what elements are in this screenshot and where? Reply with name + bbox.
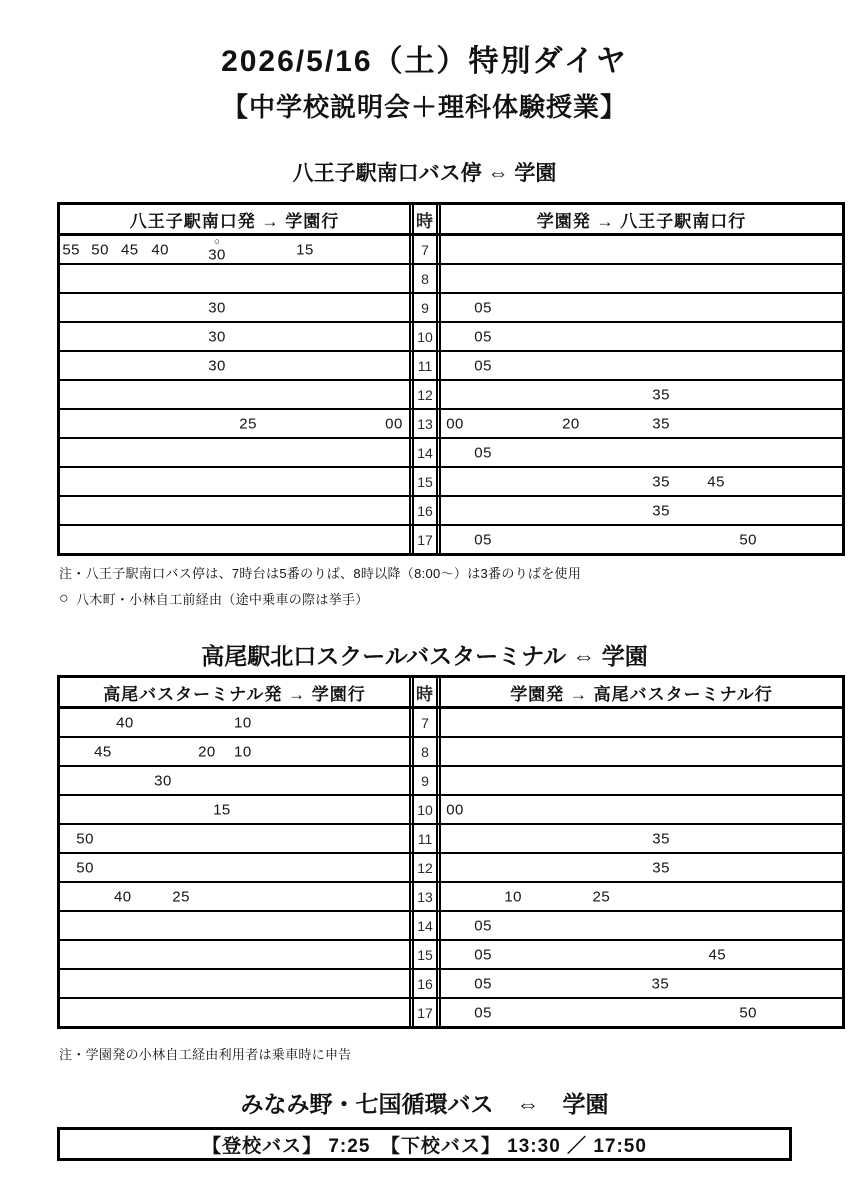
minute-value: 25 — [172, 888, 190, 905]
outbound-minutes-cell — [60, 709, 409, 736]
hour-cell: 11 — [409, 352, 441, 379]
timetable-row-hour-10 — [60, 321, 842, 350]
inbound-minutes-cell — [441, 468, 842, 495]
outbound-minutes-cell — [60, 854, 409, 881]
timetable-row-hour-9 — [60, 765, 842, 794]
minute-value: 00 — [446, 801, 464, 818]
document-title: 2026/5/16（土）特別ダイヤ — [221, 45, 628, 78]
inbound-minutes-cell — [441, 970, 842, 997]
hour-cell: 7 — [409, 236, 441, 263]
inbound-minutes-cell — [441, 439, 842, 466]
outbound-minutes-cell — [60, 941, 409, 968]
section-heading-hachioji: 八王子駅南口バス停 ⇔ 学園 — [292, 162, 557, 185]
section-heading-loop-bus: みなみ野・七国循環バス ⇔ 学園 — [240, 1091, 609, 1117]
hour-cell: 12 — [409, 381, 441, 408]
minute-value: 50 — [739, 531, 757, 548]
minute-value: 35 — [652, 386, 670, 403]
timetable-row-hour-15 — [60, 466, 842, 495]
hour-cell: 16 — [409, 970, 441, 997]
hour-column-header: 時 — [409, 678, 441, 706]
timetable-row-hour-12 — [60, 379, 842, 408]
hour-column-header: 時 — [409, 205, 441, 233]
minute-value: 05 — [474, 299, 492, 316]
minute-value: 00 — [446, 415, 464, 432]
minute-value: 40 — [151, 241, 169, 258]
minute-value: 15 — [213, 801, 231, 818]
hour-cell: 8 — [409, 738, 441, 765]
minute-value: 05 — [474, 946, 492, 963]
minute-value: 40 — [116, 714, 134, 731]
inbound-minutes-cell — [441, 410, 842, 437]
minute-value: 15 — [296, 241, 314, 258]
inbound-minutes-cell — [441, 497, 842, 524]
inbound-minutes-cell — [441, 526, 842, 553]
timetable-header-row — [60, 678, 842, 706]
timetable-takao — [57, 675, 845, 1029]
minute-value: 00 — [385, 415, 403, 432]
outbound-minutes-cell — [60, 796, 409, 823]
inbound-minutes-cell — [441, 323, 842, 350]
timetable-header-row — [60, 205, 842, 233]
circle-mark-icon: ○ — [59, 589, 69, 607]
timetable-row-hour-17 — [60, 997, 842, 1026]
note-text: 注・学園発の小林自工経由利用者は乗車時に申告 — [59, 1047, 352, 1062]
minute-value: 35 — [652, 502, 670, 519]
inbound-minutes-cell — [441, 883, 842, 910]
outbound-header: 八王子駅南口発 → 学園行 — [129, 211, 340, 231]
hour-cell: 10 — [409, 796, 441, 823]
hour-cell: 9 — [409, 294, 441, 321]
hour-cell: 9 — [409, 767, 441, 794]
minute-value: 45 — [707, 473, 725, 490]
minute-value: 10 — [234, 743, 252, 760]
outbound-minutes-cell — [60, 236, 409, 263]
outbound-minutes-cell — [60, 883, 409, 910]
hour-cell: 14 — [409, 439, 441, 466]
note-hachioji-platform — [59, 563, 581, 582]
minute-value: 05 — [474, 975, 492, 992]
legend-circle-route — [59, 589, 369, 608]
inbound-minutes-cell — [441, 767, 842, 794]
inbound-minutes-cell — [441, 265, 842, 292]
minute-value: 40 — [113, 888, 132, 905]
outbound-minutes-cell — [60, 767, 409, 794]
timetable-row-hour-9 — [60, 292, 842, 321]
inbound-minutes-cell — [441, 796, 842, 823]
inbound-minutes-cell — [441, 352, 842, 379]
minute-value: ○ 30 — [208, 236, 226, 263]
timetable-row-hour-8 — [60, 736, 842, 765]
hour-cell: 15 — [409, 941, 441, 968]
minute-value: 50 — [76, 830, 94, 847]
minute-value: 30 — [208, 328, 226, 345]
loop-bus-schedule: 【登校バス】 7:25 【下校バス】 13:30 ／ 17:50 — [202, 1135, 647, 1157]
hour-cell: 13 — [409, 410, 441, 437]
outbound-minutes-cell — [60, 381, 409, 408]
section-heading-takao: 高尾駅北口スクールバスターミナル ⇔ 学園 — [201, 643, 648, 669]
outbound-minutes-cell — [60, 825, 409, 852]
loop-bus-schedule-box — [57, 1127, 792, 1161]
outbound-minutes-cell — [60, 352, 409, 379]
minute-value: 35 — [652, 415, 670, 432]
minute-value: 30 — [208, 299, 226, 316]
outbound-minutes-cell — [60, 468, 409, 495]
legend-text: 八木町・小林自工前経由（途中乗車の際は挙手） — [75, 592, 369, 607]
hour-cell: 10 — [409, 323, 441, 350]
timetable-row-hour-13 — [60, 408, 842, 437]
inbound-minutes-cell — [441, 236, 842, 263]
outbound-minutes-cell — [60, 526, 409, 553]
minute-value: 05 — [474, 1004, 492, 1021]
timetable-row-hour-7 — [60, 233, 842, 263]
inbound-minutes-cell — [441, 854, 842, 881]
timetable-row-hour-14 — [60, 437, 842, 466]
timetable-row-hour-15 — [60, 939, 842, 968]
timetable-hachioji — [57, 202, 845, 556]
timetable-row-hour-10 — [60, 794, 842, 823]
outbound-minutes-cell — [60, 497, 409, 524]
inbound-minutes-cell — [441, 381, 842, 408]
minute-value: 35 — [652, 830, 670, 847]
minute-value: 25 — [239, 415, 257, 432]
minute-value: 05 — [474, 328, 492, 345]
inbound-header: 学園発 → 高尾バスターミナル行 — [510, 684, 773, 704]
minute-value: 35 — [651, 975, 670, 992]
inbound-minutes-cell — [441, 709, 842, 736]
timetable-row-hour-14 — [60, 910, 842, 939]
outbound-minutes-cell — [60, 912, 409, 939]
minute-value: 45 — [708, 946, 727, 963]
outbound-header: 高尾バスターミナル発 → 学園行 — [103, 684, 366, 704]
minute-value: 50 — [739, 1004, 757, 1021]
inbound-minutes-cell — [441, 738, 842, 765]
minute-value: 55 — [62, 241, 80, 258]
hour-cell: 14 — [409, 912, 441, 939]
minute-value: 05 — [474, 917, 492, 934]
inbound-minutes-cell — [441, 294, 842, 321]
inbound-minutes-cell — [441, 912, 842, 939]
outbound-minutes-cell — [60, 999, 409, 1026]
minute-value: 25 — [592, 888, 611, 905]
timetable-row-hour-16 — [60, 968, 842, 997]
minute-value: 35 — [652, 859, 670, 876]
hour-cell: 12 — [409, 854, 441, 881]
hour-cell: 11 — [409, 825, 441, 852]
minute-value: 50 — [76, 859, 94, 876]
inbound-minutes-cell — [441, 999, 842, 1026]
outbound-minutes-cell — [60, 323, 409, 350]
inbound-minutes-cell — [441, 941, 842, 968]
minute-value: 10 — [504, 888, 523, 905]
timetable-row-hour-8 — [60, 263, 842, 292]
hour-cell: 13 — [409, 883, 441, 910]
hour-cell: 7 — [409, 709, 441, 736]
outbound-minutes-cell — [60, 410, 409, 437]
outbound-minutes-cell — [60, 970, 409, 997]
minute-value: 10 — [234, 714, 252, 731]
outbound-minutes-cell — [60, 439, 409, 466]
timetable-row-hour-16 — [60, 495, 842, 524]
note-takao-boarding — [59, 1044, 352, 1063]
minute-value: 35 — [652, 473, 670, 490]
outbound-minutes-cell — [60, 294, 409, 321]
minute-value: 30 — [154, 772, 172, 789]
minute-value: 05 — [474, 357, 492, 374]
timetable-row-hour-17 — [60, 524, 842, 553]
timetable-row-hour-11 — [60, 823, 842, 852]
minute-value: 30 — [208, 357, 226, 374]
hour-cell: 8 — [409, 265, 441, 292]
note-text: 注・八王子駅南口バス停は、7時台は5番のりば、8時以降（8:00～）は3番のりばを使用 — [59, 566, 582, 581]
timetable-row-hour-11 — [60, 350, 842, 379]
minute-value: 20 — [562, 415, 580, 432]
timetable-row-hour-7 — [60, 706, 842, 736]
minute-value: 45 — [120, 241, 139, 258]
minute-value: 05 — [474, 444, 492, 461]
outbound-minutes-cell — [60, 265, 409, 292]
minute-value: 50 — [91, 241, 109, 258]
minute-value: 20 — [198, 743, 216, 760]
hour-cell: 17 — [409, 526, 441, 553]
timetable-row-hour-12 — [60, 852, 842, 881]
hour-cell: 16 — [409, 497, 441, 524]
outbound-minutes-cell — [60, 738, 409, 765]
inbound-minutes-cell — [441, 825, 842, 852]
circle-mark-icon: ○ — [213, 236, 221, 247]
inbound-header: 学園発 → 八王子駅南口行 — [536, 211, 747, 231]
document-subtitle: 【中学校説明会＋理科体験授業】 — [221, 92, 627, 122]
timetable-row-hour-13 — [60, 881, 842, 910]
hour-cell: 17 — [409, 999, 441, 1026]
minute-value: 05 — [474, 531, 492, 548]
minute-value: 45 — [94, 743, 112, 760]
hour-cell: 15 — [409, 468, 441, 495]
